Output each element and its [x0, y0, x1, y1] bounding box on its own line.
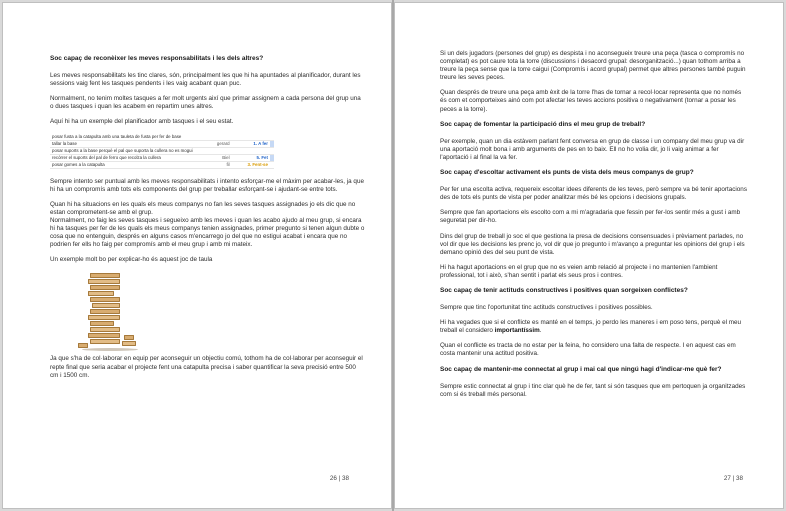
- assignee-cell: [201, 147, 231, 154]
- paragraph: Quan hi ha situacions en les quals els meus companys no fan les seves tasques assignades jo els dic que no estan comprometent-se amb el grup. Normalment, no faig les seves tasques i segueixo amb les meves i quan les acabo ajudo al meu grup, si encara hi ha tasques per fer de les quals els meus companys tenien assignades, primer pregunto si tenen algun dubte o cosa que no entenguin, després en alguns casos m'encarrego jo del que no estigui acabat i encara que no podrien fer ells ho faig per compromís amb el meu grup i amb mi mateix.: [50, 200, 365, 249]
- emphasis-text: importantíssim: [494, 327, 540, 335]
- jenga-tower-image: [78, 271, 140, 349]
- section-heading-participation: Soc capaç de fomentar la participació dins el meu grup de treball?: [440, 120, 646, 128]
- section-heading-responsibilities: Soc capaç de reconèixer les meves responsabilitats i les dels altres?: [50, 55, 264, 62]
- assignee-cell: gerard: [201, 140, 231, 147]
- paragraph: Un exemple molt bo per explicar-ho és aquest joc de taula: [50, 256, 213, 264]
- paragraph: Les meves responsabilitats les tinc clares, són, principalment les que hi ha apuntades al planificador, durant les sessions vaig fent les tasques pendents i les vaig acabant quan puc.: [50, 72, 361, 88]
- assignee-cell: Biel: [201, 154, 231, 161]
- task-cell: recórrer el suports del pal de ferro que recolza la cullera: [50, 154, 201, 161]
- status-bar: [270, 140, 274, 147]
- paragraph: Per exemple, quan un dia estàvem parlant fent conversa en grup de classe i un company del meu grup va dir una aportació molt bona i amb arguments de pes en to baix. Ell no ho volia dir, jo li vaig animar a fer l'aportació i al final la va fer.: [440, 137, 745, 161]
- paragraph: Aquí hi ha un exemple del planificador amb tasques i el seu estat.: [50, 118, 234, 126]
- paragraph: Per fer una escolta activa, requereix escoltar idees diferents de les teves, però sempre va bé tenir aportacions des de tots els punts de vista per poder analitzar més bé les opcions i decisions grupals.: [440, 186, 747, 202]
- paragraph-text: .: [539, 327, 542, 335]
- paragraph: Quan el conflicte es tracta de no estar per la feina, ho considero una falta de respecte. I en aquest cas em costa mantenir una actitud positiva.: [440, 342, 736, 358]
- paragraph: Quan després de treure una peça amb èxit de la torre l'has de tornar a recol·locar representa que no només és com et comporteixes ainó com pot afectar les teves accions positiva o negativament (tornar a posar les peces a la torre).: [440, 89, 742, 113]
- page-number: 27 | 38: [723, 475, 743, 482]
- paragraph: Sempre intento ser puntual amb les meves responsabilitats i intento esforçar-me el màxim per acabar-les, ja que hi ha un compromís amb tots els components del grup per treballar esforçant-se i ajudant-se entre tots.: [50, 177, 364, 193]
- status-bar: [270, 147, 274, 154]
- table-row: [50, 154, 274, 161]
- task-cell: tallar la base: [50, 140, 201, 147]
- task-cell: posar fusta a la catapulta amb una tauleta de fusta per fer de base: [50, 134, 201, 141]
- table-row: [50, 147, 274, 154]
- section-heading-conflicts: Soc capaç de tenir actituds constructives i positives quan sorgeixen conflictes?: [440, 286, 688, 294]
- paragraph: Sempre que tinc l'oportunitat tinc actituds constructives i positives possibles.: [440, 304, 653, 312]
- paragraph: Sempre estic connectat al grup i tinc clar què he de fer, tant si són tasques que em pertoquen ja organitzades com si és treball més personal.: [440, 382, 746, 398]
- status-cell: 5. Fet: [232, 154, 270, 161]
- paragraph: Si un dels jugadors (persones del grup) es despista i no aconsegueix treure una peça (tasca o compromís no completat) es pot caure tota la torre (discussions i desacord grupal: desorganització...) quan tothom arriba a treure la peça sense que la torre caigui (Compromís i acord grupal) permet que altres persones també puguin treure les seves peces.: [440, 50, 746, 82]
- task-cell: posar suports a la base perquè el pal que suporta la cullera no es mogui: [50, 147, 201, 154]
- paragraph: Sempre que fan aportacions els escolto com a mi m'agradaria que fessin per fer-los sentir més a gust i amb seguretat per dir-ho.: [440, 209, 741, 225]
- page-number: 26 | 38: [329, 475, 349, 482]
- paragraph: Normalment, no tenim moltes tasques a fer molt urgents així que primar assignem a cada persona del grup una o dues tasques i quan les acabem en repartim unes altres.: [50, 95, 361, 111]
- status-bar: [270, 154, 274, 161]
- paragraph: Dins del grup de treball jo soc el que gestiona la presa de decisions consensuades i prèviament parlades, no vol dir que les decisions les prenc jo, vol dir que jo pregunto i m'avanço a preguntar les opinions del grup i els demano opinió des del seu punt de vista.: [440, 232, 745, 256]
- status-cell: 3. Fent-se: [232, 161, 270, 168]
- paragraph: [440, 319, 747, 335]
- left-page-content: [50, 53, 365, 387]
- section-heading-active-listening: Soc capaç d'escoltar activament els punts de vista dels meus companys de grup?: [440, 169, 694, 177]
- right-page: [394, 2, 784, 509]
- table-row: [50, 140, 274, 147]
- paragraph: Ja que s'ha de col·laborar en equip per aconseguir un objectiu comú, tothom ha de col·laborar per aconseguir el repte final que seria acabar el projecte fent una catapulta precisa i saber quantificar la seva precisió entre 500 cm i 1500 cm.: [50, 355, 363, 379]
- status-cell: [232, 147, 270, 154]
- section-heading-connected: Soc capaç de mantenir-me connectat al grup i mai cal que ningú hagi d'indicar-me què fer?: [440, 365, 722, 373]
- table-row: [50, 161, 274, 168]
- task-cell: posar gomes a la catapulta: [50, 161, 201, 168]
- right-page-content: [440, 50, 747, 406]
- status-bar: [270, 161, 274, 168]
- planner-table: [50, 134, 274, 169]
- paragraph: Hi ha hagut aportacions en el grup que no es veien amb relació al projecte i no mantenien l'ambient professional, tot i això, s'han sentit i parlat els seus pros i contres.: [440, 263, 718, 279]
- assignee-cell: fil: [201, 161, 231, 168]
- status-cell: 1. A fer: [232, 140, 270, 147]
- left-page: [2, 2, 392, 509]
- paragraph-text: Hi ha vegades que si el conflicte es manté en el temps, jo perdo les maneres i em poso tens, perquè el meu treball el considero: [440, 319, 742, 335]
